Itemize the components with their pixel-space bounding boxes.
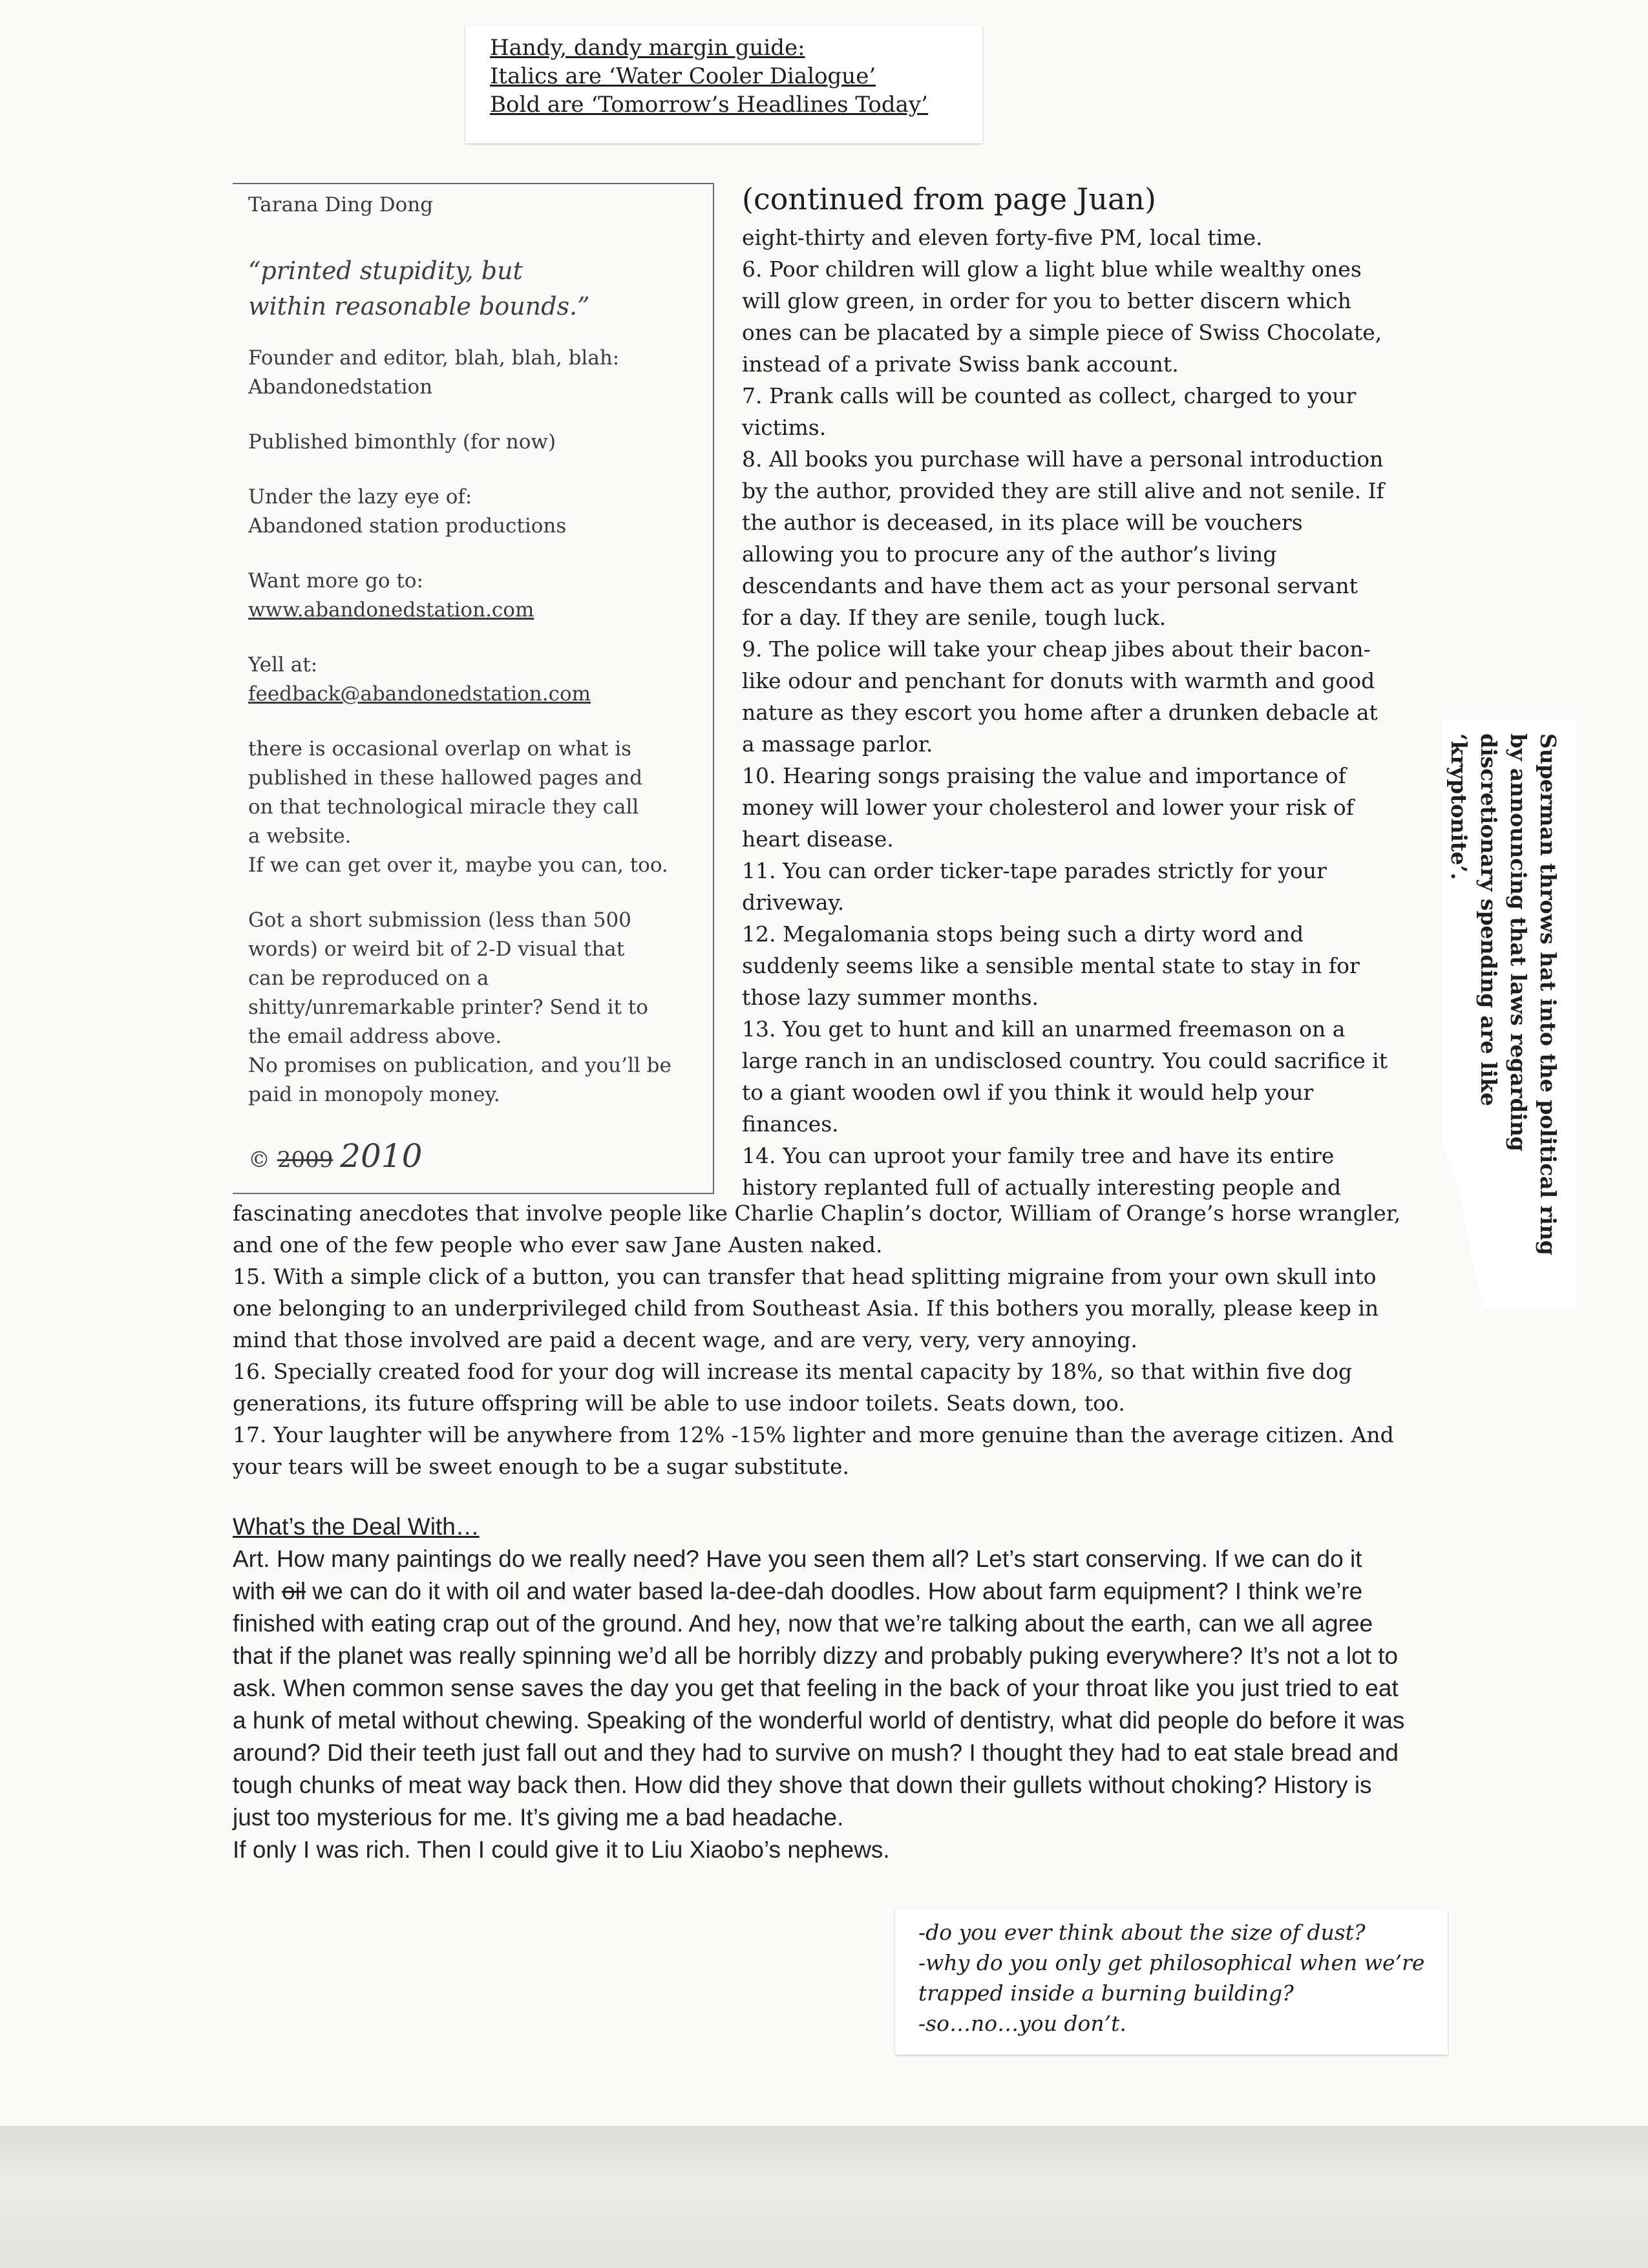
copyright-line: [248, 1137, 699, 1175]
headline-line-4: ‘kryptonite’.: [1446, 733, 1472, 880]
founder-line-2: Abandonedstation: [248, 375, 433, 399]
masthead-box: [233, 183, 714, 1194]
article-paragraph: 9. The police will take your cheap jibes about their bacon-like odour and penchant for donuts with warmth and good nature as they escort you home after a drunken debacle at a massage parlor.: [742, 636, 1378, 757]
headline-line-2: by announcing that laws regarding: [1506, 733, 1531, 1151]
article-paragraph: 13. You get to hunt and kill an unarmed freemason on a large ranch in an undisclosed country. You could sacrifice it to a giant wooden owl if you think it would help your finances.: [742, 1016, 1388, 1137]
deal-text-rest: we can do it with oil and water based la-dee-dah doodles. How about farm equipment? I think we’re finished with eating crap out of the ground. And hey, now that we’re talking about the earth, can we all agree that if the planet was really spinning we’d all be horribly dizzy and probably puking everywhere? It’s not a lot to ask. When common sense saves the day you get that feeling in the back of your throat like you just tried to eat a hunk of metal without chewing. Speaking of the wonderful world of dentistry, what did people do before it was around? Did their teeth just fall out and they had to survive on mush? I thought they had to eat stale bread and tough chunks of meat way back then. How did they shove that down their gullets without choking? History is just too mysterious for me. It’s giving me a bad headache.: [233, 1578, 1405, 1831]
deal-heading: What’s the Deal With…: [233, 1513, 480, 1540]
headline-text: [1442, 733, 1577, 1315]
article-paragraph: 8. All books you purchase will have a personal introduction by the author, provided they are still alive and not senile. If the author is deceased, in its place will be vouchers allowing you to procure any of the author’s living descendants and have them act as your personal servant for a day. If they are senile, tough luck.: [742, 446, 1384, 630]
margin-guide-slip: [465, 26, 982, 143]
deal-closing: If only I was rich. Then I could give it to Liu Xiaobo’s nephews.: [233, 1836, 890, 1863]
email-link[interactable]: feedback@abandonedstation.com: [248, 682, 591, 706]
overlap-line-5: If we can get over it, maybe you can, too.: [248, 854, 668, 877]
article-paragraph: 16. Specially created food for your dog will increase its mental capacity by 18%, so that within five dog generations, its future offspring will be able to use indoor toilets. Seats down, too.: [233, 1359, 1353, 1416]
margin-guide-bold: Bold are ‘Tomorrow’s Headlines Today’: [490, 92, 928, 118]
submit-line-6: No promises on publication, and you’ll be: [248, 1054, 671, 1077]
publication-name: Tarana Ding Dong: [248, 193, 434, 216]
overlap-line-1: there is occasional overlap on what is: [248, 737, 632, 761]
article-paragraph: 6. Poor children will glow a light blue while wealthy ones will glow green, in order for you to better discern which ones can be placated by a simple piece of Swiss Chocolate, instead of a private Swiss bank account.: [742, 257, 1382, 377]
submit-line-4: shitty/unremarkable printer? Send it to: [248, 996, 648, 1019]
article-paragraph: 10. Hearing songs praising the value and importance of money will lower your cholesterol and lower your risk of heart disease.: [742, 763, 1354, 852]
under-line-1: Under the lazy eye of:: [248, 485, 472, 509]
want-more-label: Want more go to:: [248, 569, 423, 593]
headline-line-1: Superman throws hat into the political ring: [1536, 733, 1561, 1255]
article-right-column: [742, 222, 1388, 1203]
water-cooler-slip: [895, 1909, 1448, 2055]
deal-text-start: Art. How many paintings do we really need? Have you seen them all? Let’s start conserving. If we can do it with: [233, 1546, 1362, 1604]
submit-line-1: Got a short submission (less than 500: [248, 908, 631, 932]
article-paragraph: eight-thirty and eleven forty-five PM, local time.: [742, 225, 1263, 250]
submit-line-2: words) or weird bit of 2-D visual that: [248, 938, 625, 961]
article-paragraph: 11. You can order ticker-tape parades strictly for your driveway.: [742, 858, 1327, 915]
yell-label: Yell at:: [248, 653, 318, 677]
copyright-new-year: 2010: [340, 1137, 423, 1175]
water-cooler-line-4: -so…no…you don’t.: [918, 2011, 1126, 2036]
under-line-2: Abandoned station productions: [248, 514, 567, 538]
overlap-line-3: on that technological miracle they call: [248, 795, 639, 819]
published-note: Published bimonthly (for now): [248, 430, 556, 454]
water-cooler-line-3: trapped inside a burning building?: [918, 1980, 1294, 2006]
copyright-symbol: ©: [248, 1147, 270, 1173]
tagline-line-1: “printed stupidity, but: [248, 257, 523, 285]
article-paragraph: 12. Megalomania stops being such a dirty word and suddenly seems like a sensible mental state to stay in for those lazy summer months.: [742, 921, 1360, 1010]
tagline-line-2: within reasonable bounds.”: [248, 292, 590, 320]
water-cooler-line-2: -why do you only get philosophical when we’re: [918, 1950, 1425, 1975]
article-paragraph: 14. You can uproot your family tree and have its entire history replanted full of actually interesting people and: [742, 1143, 1342, 1200]
water-cooler-line-1: -do you ever think about the size of dust?: [918, 1920, 1366, 1945]
submit-line-7: paid in monopoly money.: [248, 1083, 500, 1106]
headline-line-3: discretionary spending are like: [1476, 733, 1501, 1106]
website-link[interactable]: www.abandonedstation.com: [248, 598, 534, 622]
deal-struck-word: oil: [282, 1578, 306, 1604]
submit-line-5: the email address above.: [248, 1025, 502, 1048]
submit-line-3: can be reproduced on a: [248, 967, 489, 990]
deal-section: [233, 1511, 1409, 1866]
continued-heading: (continued from page Juan): [742, 182, 1156, 216]
article-full-width: [233, 1197, 1402, 1482]
margin-guide-title: Handy, dandy margin guide:: [490, 35, 805, 61]
article-paragraph: 7. Prank calls will be counted as collect, charged to your victims.: [742, 383, 1357, 440]
margin-guide-italics: Italics are ‘Water Cooler Dialogue’: [490, 63, 876, 89]
overlap-line-4: a website.: [248, 824, 352, 848]
copyright-old-year: 2009: [277, 1147, 333, 1173]
article-paragraph: 15. With a simple click of a button, you can transfer that head splitting migraine from your own skull into one belonging to an underprivileged child from Southeast Asia. If this bothers you morally, please keep in mind that those involved are paid a decent wage, and are very, very, very annoying.: [233, 1264, 1379, 1352]
article-paragraph: fascinating anecdotes that involve people like Charlie Chaplin’s doctor, William of Orange’s horse wrangler, and one of the few people who ever saw Jane Austen naked.: [233, 1201, 1401, 1257]
deal-paragraph: [233, 1543, 1409, 1834]
founder-line-1: Founder and editor, blah, blah, blah:: [248, 346, 620, 370]
scanner-background: [0, 2126, 1648, 2268]
article-paragraph: 17. Your laughter will be anywhere from 12% -15% lighter and more genuine than the average citizen. And your tears will be sweet enough to be a sugar substitute.: [233, 1422, 1394, 1479]
overlap-line-2: published in these hallowed pages and: [248, 766, 643, 790]
